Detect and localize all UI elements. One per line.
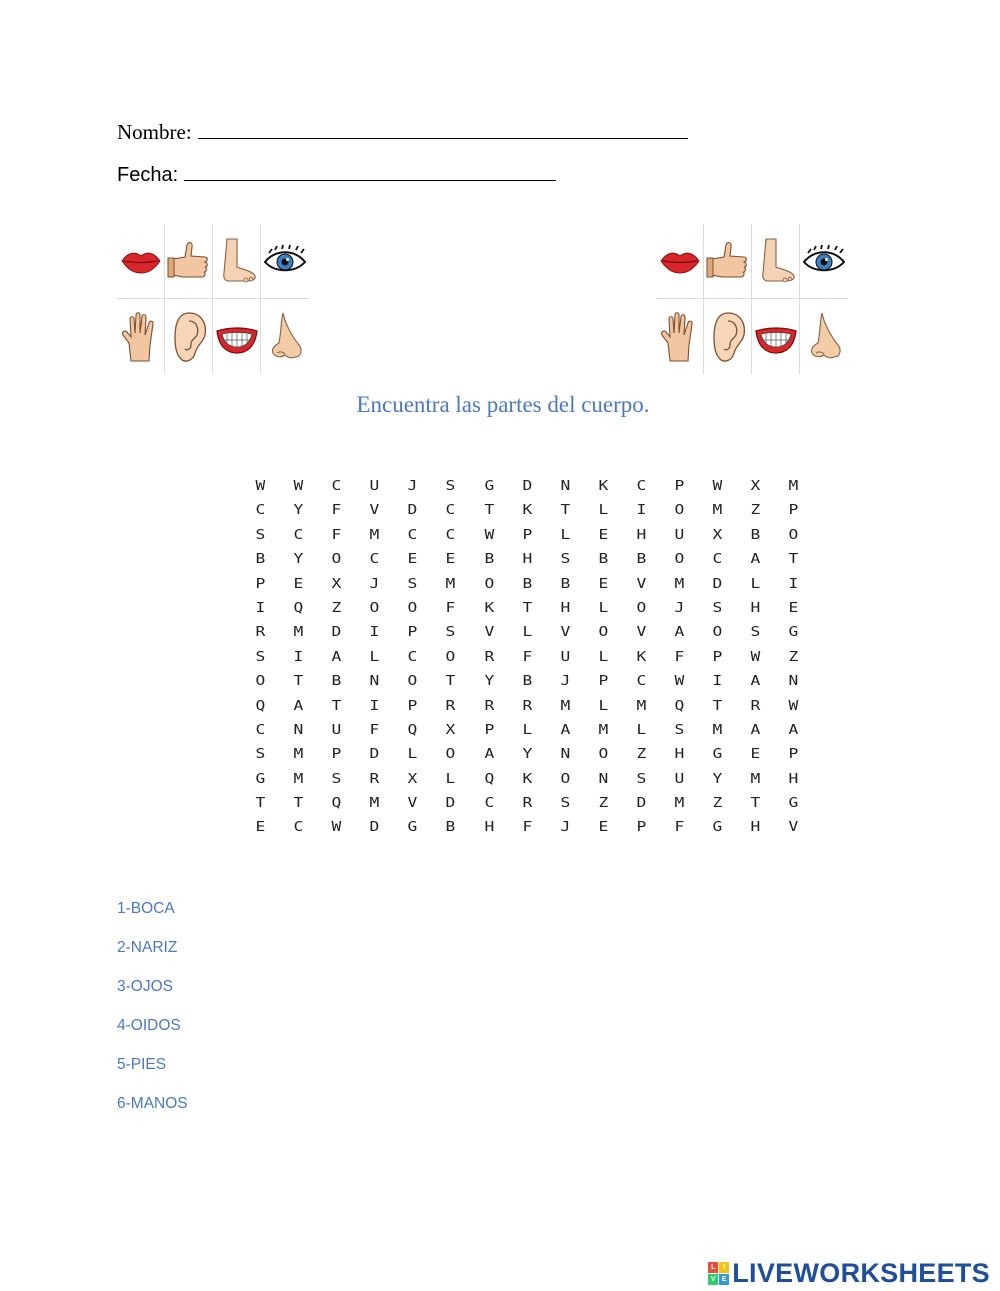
grid-letter[interactable]: Y [293, 552, 305, 568]
lips-icon [117, 224, 165, 299]
grid-letter[interactable]: Z [636, 747, 648, 763]
grid-letter[interactable]: P [636, 820, 648, 836]
logo-tile: V [708, 1274, 718, 1285]
grid-letter[interactable]: N [293, 722, 305, 738]
grid-letter[interactable]: B [445, 820, 458, 836]
grid-letter[interactable]: W [293, 479, 305, 494]
grid-letter[interactable]: W [331, 820, 343, 836]
ear-icon [165, 299, 213, 374]
grid-letter[interactable]: P [331, 747, 343, 763]
grid-letter[interactable]: O [636, 600, 648, 616]
grid-letter[interactable]: T [331, 698, 343, 714]
brand-name: LIVEWORKSHEETS [732, 1258, 990, 1288]
grid-letter[interactable]: M [293, 747, 305, 763]
logo-tile: L [708, 1262, 718, 1273]
grid-letter[interactable]: V [484, 625, 496, 641]
grid-letter[interactable]: C [255, 722, 267, 738]
grid-letter[interactable]: F [522, 649, 534, 665]
grid-letter[interactable]: K [598, 479, 610, 494]
word-list [117, 900, 188, 1134]
grid-letter[interactable]: P [674, 479, 686, 494]
body-parts-pictures-right [656, 224, 848, 374]
grid-letter[interactable]: O [369, 600, 381, 616]
grid-letter[interactable]: I [369, 698, 381, 714]
grid-letter[interactable]: C [407, 527, 419, 543]
grid-letter[interactable]: M [674, 576, 686, 592]
grid-letter[interactable]: O [674, 552, 686, 568]
grid-letter[interactable]: B [331, 674, 343, 690]
word-search-grid [242, 478, 813, 844]
grid-letter[interactable]: B [522, 674, 534, 690]
grid-letter[interactable]: H [750, 600, 762, 616]
grid-letter[interactable]: O [598, 625, 610, 641]
grid-letter[interactable]: P [788, 747, 800, 763]
eye-icon [261, 224, 309, 299]
grid-letter[interactable]: L [522, 722, 534, 738]
grid-letter[interactable]: N [560, 479, 572, 494]
grid-letter[interactable]: C [445, 503, 458, 519]
grid-letter[interactable]: W [712, 479, 724, 494]
grid-letter[interactable]: M [293, 625, 305, 641]
grid-letter[interactable]: O [598, 747, 610, 763]
grid-letter[interactable]: V [788, 820, 800, 836]
grid-letter[interactable]: S [445, 479, 458, 494]
grid-letter[interactable]: F [331, 527, 343, 543]
grid-letter[interactable]: Y [484, 674, 496, 690]
grid-letter[interactable]: F [445, 600, 458, 616]
grid-letter[interactable]: E [598, 576, 610, 592]
grid-letter[interactable]: G [255, 771, 267, 787]
grid-letter[interactable]: M [674, 796, 686, 812]
thumbs-up-hand-icon [704, 224, 752, 299]
grid-letter[interactable]: D [407, 503, 419, 519]
grid-letter[interactable]: X [331, 576, 343, 592]
grid-letter[interactable]: W [255, 479, 267, 494]
grid-letter[interactable]: Y [293, 503, 305, 519]
grid-letter[interactable]: K [522, 771, 534, 787]
lips-icon [656, 224, 704, 299]
grid-letter[interactable]: N [788, 674, 800, 690]
grid-letter[interactable]: G [788, 625, 800, 641]
grid-letter[interactable]: C [331, 479, 343, 494]
grid-letter[interactable]: M [712, 722, 724, 738]
grid-letter[interactable]: V [369, 503, 381, 519]
open-hand-icon [656, 299, 704, 374]
grid-letter[interactable]: N [369, 674, 381, 690]
grid-letter[interactable]: D [445, 796, 458, 812]
grid-letter[interactable]: C [369, 552, 381, 568]
grid-letter[interactable]: O [788, 527, 800, 543]
grid-letter[interactable]: T [293, 796, 305, 812]
grid-letter[interactable]: I [255, 600, 267, 616]
logo-tile: E [719, 1274, 729, 1285]
name-label: Nombre: [117, 120, 192, 144]
grid-letter[interactable]: M [369, 796, 381, 812]
thumbs-up-hand-icon [165, 224, 213, 299]
grid-letter[interactable]: T [484, 503, 496, 519]
grid-letter[interactable]: G [407, 820, 419, 836]
grid-letter[interactable]: M [369, 527, 381, 543]
grid-letter[interactable]: G [712, 820, 724, 836]
grid-letter[interactable]: C [255, 503, 267, 519]
grid-letter[interactable]: O [445, 747, 458, 763]
grid-letter[interactable]: Z [788, 649, 800, 665]
grid-letter[interactable]: E [445, 552, 458, 568]
grid-letter[interactable]: W [788, 698, 800, 714]
grid-letter[interactable]: K [484, 600, 496, 616]
grid-letter[interactable]: D [712, 576, 724, 592]
grid-letter[interactable]: Z [712, 796, 724, 812]
liveworksheets-logo-icon [708, 1262, 729, 1285]
grid-letter[interactable]: R [522, 796, 534, 812]
grid-letter[interactable]: S [445, 625, 458, 641]
grid-letter[interactable]: F [674, 649, 686, 665]
grid-letter[interactable]: A [293, 698, 305, 714]
grid-letter[interactable]: O [712, 625, 724, 641]
logo-tile: I [719, 1262, 729, 1273]
grid-letter[interactable]: T [522, 600, 534, 616]
grid-letter[interactable]: A [331, 649, 343, 665]
grid-letter[interactable]: V [636, 625, 648, 641]
grid-letter[interactable]: W [674, 674, 686, 690]
smiling-mouth-icon [752, 299, 800, 374]
grid-letter[interactable]: C [293, 820, 305, 836]
grid-letter[interactable]: C [445, 527, 458, 543]
foot-icon [752, 224, 800, 299]
grid-letter[interactable]: P [522, 527, 534, 543]
word-list-item: 2-NARIZ [117, 939, 178, 956]
word-list-item: 4-OIDOS [117, 1017, 181, 1034]
grid-letter[interactable]: D [369, 747, 381, 763]
grid-letter[interactable]: J [674, 600, 686, 616]
grid-letter[interactable]: F [674, 820, 686, 836]
grid-letter[interactable]: U [674, 527, 686, 543]
grid-letter[interactable]: E [407, 552, 419, 568]
grid-letter[interactable]: E [255, 820, 267, 836]
grid-letter[interactable]: F [331, 503, 343, 519]
grid-letter[interactable]: S [407, 576, 419, 592]
name-field-row [117, 118, 688, 145]
grid-letter[interactable]: C [712, 552, 724, 568]
grid-letter[interactable]: F [522, 820, 534, 836]
grid-letter[interactable]: L [636, 722, 648, 738]
grid-letter[interactable]: J [560, 820, 572, 836]
grid-letter[interactable]: L [598, 649, 610, 665]
grid-letter[interactable]: R [750, 698, 762, 714]
grid-letter[interactable]: K [636, 649, 648, 665]
grid-letter[interactable]: M [293, 771, 305, 787]
grid-letter[interactable]: W [750, 649, 762, 665]
grid-letter[interactable]: A [674, 625, 686, 641]
liveworksheets-logo [708, 1258, 990, 1289]
grid-letter[interactable]: T [750, 796, 762, 812]
grid-letter[interactable]: M [750, 771, 762, 787]
grid-letter[interactable]: G [712, 747, 724, 763]
grid-letter[interactable]: P [788, 503, 800, 519]
grid-letter[interactable]: X [750, 479, 762, 494]
grid-letter[interactable]: X [407, 771, 419, 787]
grid-letter[interactable]: L [598, 600, 610, 616]
grid-letter[interactable]: S [674, 722, 686, 738]
date-blank-line[interactable] [184, 160, 556, 181]
ear-icon [704, 299, 752, 374]
grid-letter[interactable]: N [598, 771, 610, 787]
grid-letter[interactable]: O [407, 600, 419, 616]
grid-letter[interactable]: O [255, 674, 267, 690]
grid-letter[interactable]: O [560, 771, 572, 787]
smiling-mouth-icon [213, 299, 261, 374]
instructions-title: Encuentra las partes del cuerpo. [356, 392, 650, 417]
grid-letter[interactable]: G [484, 479, 496, 494]
grid-letter[interactable]: B [255, 552, 267, 568]
grid-letter[interactable]: L [522, 625, 534, 641]
grid-letter[interactable]: Q [674, 698, 686, 714]
grid-letter[interactable]: V [560, 625, 572, 641]
grid-letter[interactable]: L [750, 576, 762, 592]
grid-letter[interactable]: O [484, 576, 496, 592]
grid-letter[interactable]: J [369, 576, 381, 592]
grid-letter[interactable]: E [293, 576, 305, 592]
grid-letter[interactable]: D [369, 820, 381, 836]
grid-letter[interactable]: C [636, 674, 648, 690]
date-label: Fecha: [117, 164, 179, 186]
grid-letter[interactable]: M [598, 722, 610, 738]
word-list-item: 1-BOCA [117, 900, 175, 917]
grid-letter[interactable]: S [636, 771, 648, 787]
grid-letter[interactable]: M [712, 503, 724, 519]
grid-letter[interactable]: Z [598, 796, 610, 812]
grid-letter[interactable]: L [598, 698, 610, 714]
grid-letter[interactable]: U [560, 649, 572, 665]
grid-letter[interactable]: R [369, 771, 381, 787]
grid-letter[interactable]: Q [484, 771, 496, 787]
grid-letter[interactable]: I [712, 674, 724, 690]
grid-letter[interactable]: R [255, 625, 267, 641]
grid-letter[interactable]: R [445, 698, 458, 714]
grid-letter[interactable]: P [712, 649, 724, 665]
grid-letter[interactable]: Z [750, 503, 762, 519]
body-parts-pictures-left [117, 224, 309, 374]
grid-letter[interactable]: X [445, 722, 458, 738]
grid-letter[interactable]: R [484, 649, 496, 665]
grid-letter[interactable]: E [598, 527, 610, 543]
grid-letter[interactable]: T [445, 674, 458, 690]
grid-letter[interactable]: O [331, 552, 343, 568]
grid-letter[interactable]: U [331, 722, 343, 738]
grid-letter[interactable]: B [636, 552, 648, 568]
grid-letter[interactable]: T [255, 796, 267, 812]
grid-letter[interactable]: H [674, 747, 686, 763]
grid-letter[interactable]: B [598, 552, 610, 568]
grid-letter[interactable]: D [331, 625, 343, 641]
grid-letter[interactable]: S [750, 625, 762, 641]
grid-letter[interactable]: T [293, 674, 305, 690]
grid-letter[interactable]: E [750, 747, 762, 763]
grid-letter[interactable]: T [560, 503, 572, 519]
grid-letter[interactable]: D [522, 479, 534, 494]
grid-letter[interactable]: S [331, 771, 343, 787]
grid-letter[interactable]: L [369, 649, 381, 665]
grid-letter[interactable]: P [598, 674, 610, 690]
grid-letter[interactable]: Q [293, 600, 305, 616]
grid-letter[interactable]: Y [522, 747, 534, 763]
word-list-item: 6-MANOS [117, 1095, 188, 1112]
grid-letter[interactable]: L [598, 503, 610, 519]
grid-letter[interactable]: H [636, 527, 648, 543]
grid-letter[interactable]: I [293, 649, 305, 665]
grid-letter[interactable]: T [712, 698, 724, 714]
eye-icon [800, 224, 848, 299]
grid-letter[interactable]: L [560, 527, 572, 543]
grid-letter[interactable]: Q [331, 796, 343, 812]
grid-letter[interactable]: Q [407, 722, 419, 738]
grid-letter[interactable]: O [674, 503, 686, 519]
foot-icon [213, 224, 261, 299]
grid-letter[interactable]: I [636, 503, 648, 519]
grid-letter[interactable]: U [674, 771, 686, 787]
nose-icon [800, 299, 848, 374]
grid-letter[interactable]: C [636, 479, 648, 494]
grid-letter[interactable]: L [407, 747, 419, 763]
grid-letter[interactable]: S [712, 600, 724, 616]
grid-letter[interactable]: G [788, 796, 800, 812]
grid-letter[interactable]: V [636, 576, 648, 592]
grid-letter[interactable]: S [560, 552, 572, 568]
grid-letter[interactable]: M [445, 576, 458, 592]
grid-letter[interactable]: I [788, 576, 800, 592]
grid-letter[interactable]: Q [255, 698, 267, 714]
grid-letter[interactable]: B [484, 552, 496, 568]
date-field-row [117, 160, 556, 187]
grid-letter[interactable]: S [255, 649, 267, 665]
grid-letter[interactable]: H [484, 820, 496, 836]
grid-letter[interactable]: M [788, 479, 800, 494]
grid-letter[interactable]: P [484, 722, 496, 738]
grid-letter[interactable]: B [750, 527, 762, 543]
grid-letter[interactable]: Y [712, 771, 724, 787]
grid-letter[interactable]: C [407, 649, 419, 665]
grid-letter[interactable]: C [484, 796, 496, 812]
grid-letter[interactable]: H [788, 771, 800, 787]
grid-letter[interactable]: A [788, 722, 800, 738]
grid-letter[interactable]: Z [331, 600, 343, 616]
grid-letter[interactable]: P [255, 576, 267, 592]
grid-letter[interactable]: D [636, 796, 648, 812]
grid-letter[interactable]: O [407, 674, 419, 690]
grid-letter[interactable]: T [788, 552, 800, 568]
grid-letter[interactable]: A [750, 722, 762, 738]
grid-letter[interactable]: E [598, 820, 610, 836]
grid-letter[interactable]: X [712, 527, 724, 543]
word-list-item: 3-OJOS [117, 978, 173, 995]
grid-letter[interactable]: H [750, 820, 762, 836]
grid-letter[interactable]: W [484, 527, 496, 543]
grid-letter[interactable]: P [407, 625, 419, 641]
word-list-item: 5-PIES [117, 1056, 167, 1073]
grid-letter[interactable]: J [407, 479, 419, 494]
grid-letter[interactable]: M [636, 698, 648, 714]
grid-letter[interactable]: S [255, 527, 267, 543]
grid-letter[interactable]: A [750, 552, 762, 568]
grid-letter[interactable]: K [522, 503, 534, 519]
grid-letter[interactable]: H [522, 552, 534, 568]
grid-letter[interactable]: V [407, 796, 419, 812]
grid-letter[interactable]: R [484, 698, 496, 714]
name-blank-line[interactable] [198, 118, 688, 139]
open-hand-icon [117, 299, 165, 374]
grid-letter[interactable]: N [560, 747, 572, 763]
grid-letter[interactable]: A [560, 722, 572, 738]
grid-letter[interactable]: U [369, 479, 381, 494]
grid-letter[interactable]: P [407, 698, 419, 714]
grid-letter[interactable]: S [255, 747, 267, 763]
grid-letter[interactable]: O [445, 649, 458, 665]
grid-letter[interactable]: E [788, 600, 800, 616]
nose-icon [261, 299, 309, 374]
grid-letter[interactable]: L [445, 771, 458, 787]
grid-letter[interactable]: H [560, 600, 572, 616]
grid-letter[interactable]: R [522, 698, 534, 714]
grid-letter[interactable]: I [369, 625, 381, 641]
grid-letter[interactable]: A [484, 747, 496, 763]
grid-letter[interactable]: J [560, 674, 572, 690]
grid-letter[interactable]: A [750, 674, 762, 690]
grid-letter[interactable]: M [560, 698, 572, 714]
grid-letter[interactable]: C [293, 527, 305, 543]
grid-letter[interactable]: B [560, 576, 572, 592]
grid-letter[interactable]: S [560, 796, 572, 812]
grid-letter[interactable]: B [522, 576, 534, 592]
grid-letter[interactable]: F [369, 722, 381, 738]
